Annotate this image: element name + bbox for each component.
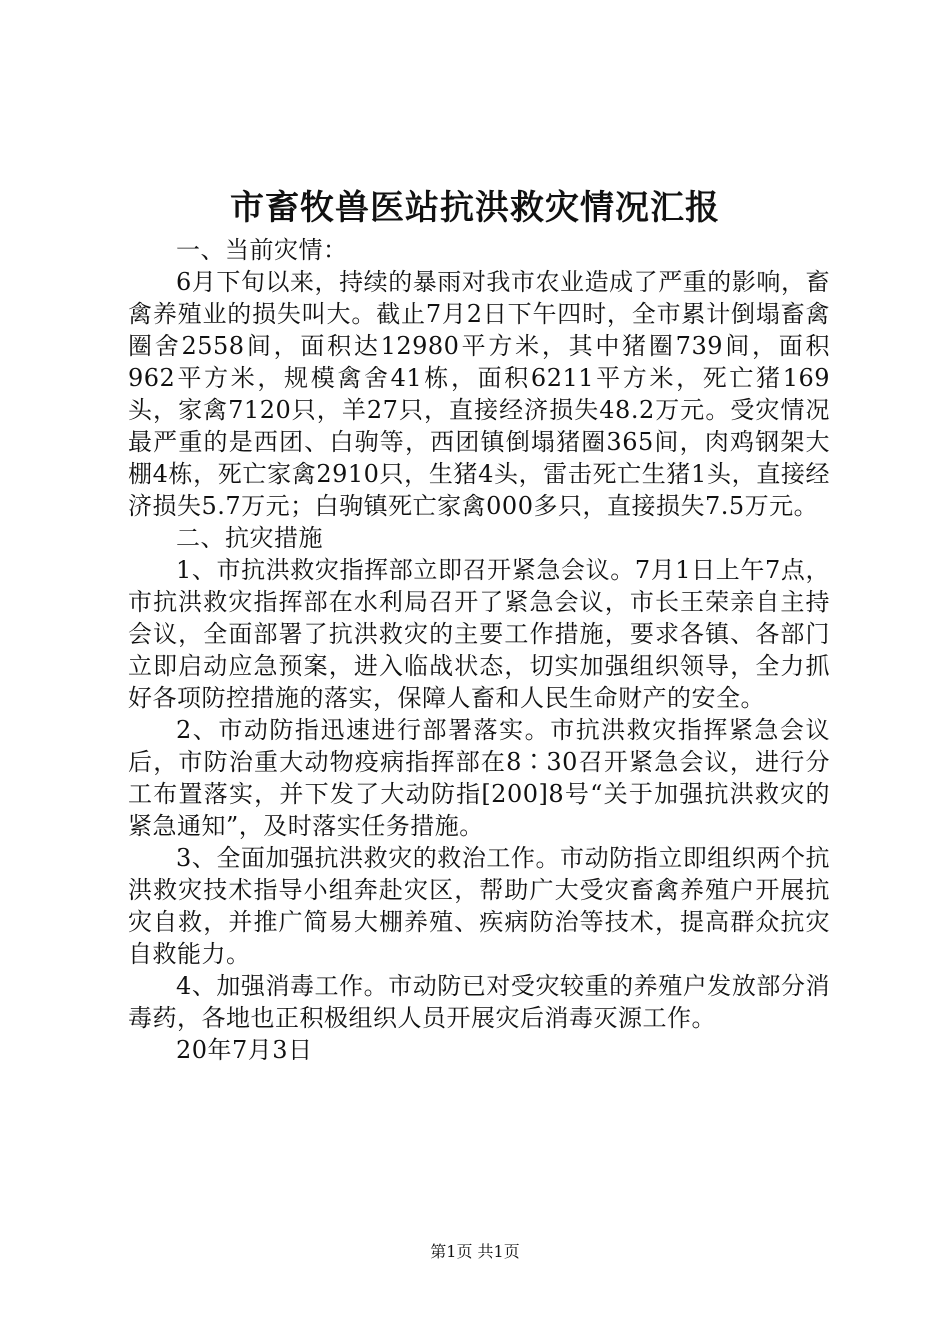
- paragraph-measure-1: 1、市抗洪救灾指挥部立即召开紧急会议。7月1日上午7点，市抗洪救灾指挥部在水利局召开了紧急会议，市长王荣亲自主持会议，全面部署了抗洪救灾的主要工作措施，要求各镇、各部门立即启动应急预案，进入临战状态，切实加强组织领导，全力抓好各项防控措施的落实，保障人畜和人民生命财产的安全。: [128, 556, 830, 712]
- paragraph-disaster-details: 6月下旬以来，持续的暴雨对我市农业造成了严重的影响，畜禽养殖业的损失叫大。截止7月2日下午四时，全市累计倒塌畜禽圈舍2558间，面积达12980平方米，其中猪圈739间，面积962平方米，规模禽舍41栋，面积6211平方米，死亡猪169头，家禽7120只，羊27只，直接经济损失48.2万元。受灾情况最严重的是西团、白驹等，西团镇倒塌猪圈365间，肉鸡钢架大棚4栋，死亡家禽2910只，生猪4头，雷击死亡生猪1头，直接经济损失5.7万元；白驹镇死亡家禽000多只，直接损失7.5万元。: [128, 268, 830, 520]
- document-date: 20年7月3日: [176, 1036, 313, 1064]
- page-footer: 第1页 共1页: [430, 1242, 520, 1261]
- paragraph-measure-2: 2、市动防指迅速进行部署落实。市抗洪救灾指挥紧急会议后，市防治重大动物疫病指挥部在8∶30召开紧急会议，进行分工布置落实，并下发了大动防指[200]8号“关于加强抗洪救灾的紧急通知”，及时落实任务措施。: [128, 716, 830, 840]
- document-title: 市畜牧兽医站抗洪救灾情况汇报: [230, 188, 720, 228]
- paragraph-measure-4: 4、加强消毒工作。市动防已对受灾较重的养殖户发放部分消毒药，各地也正积极组织人员开展灾后消毒灭源工作。: [128, 972, 830, 1032]
- paragraph-measure-3: 3、全面加强抗洪救灾的救治工作。市动防指立即组织两个抗洪救灾技术指导小组奔赴灾区，帮助广大受灾畜禽养殖户开展抗灾自救，并推广简易大棚养殖、疾病防治等技术，提高群众抗灾自救能力。: [128, 844, 830, 968]
- section-heading-current-disaster: 一、当前灾情：: [176, 236, 348, 264]
- section-heading-measures: 二、抗灾措施: [176, 524, 323, 552]
- document-body: [128, 234, 830, 1066]
